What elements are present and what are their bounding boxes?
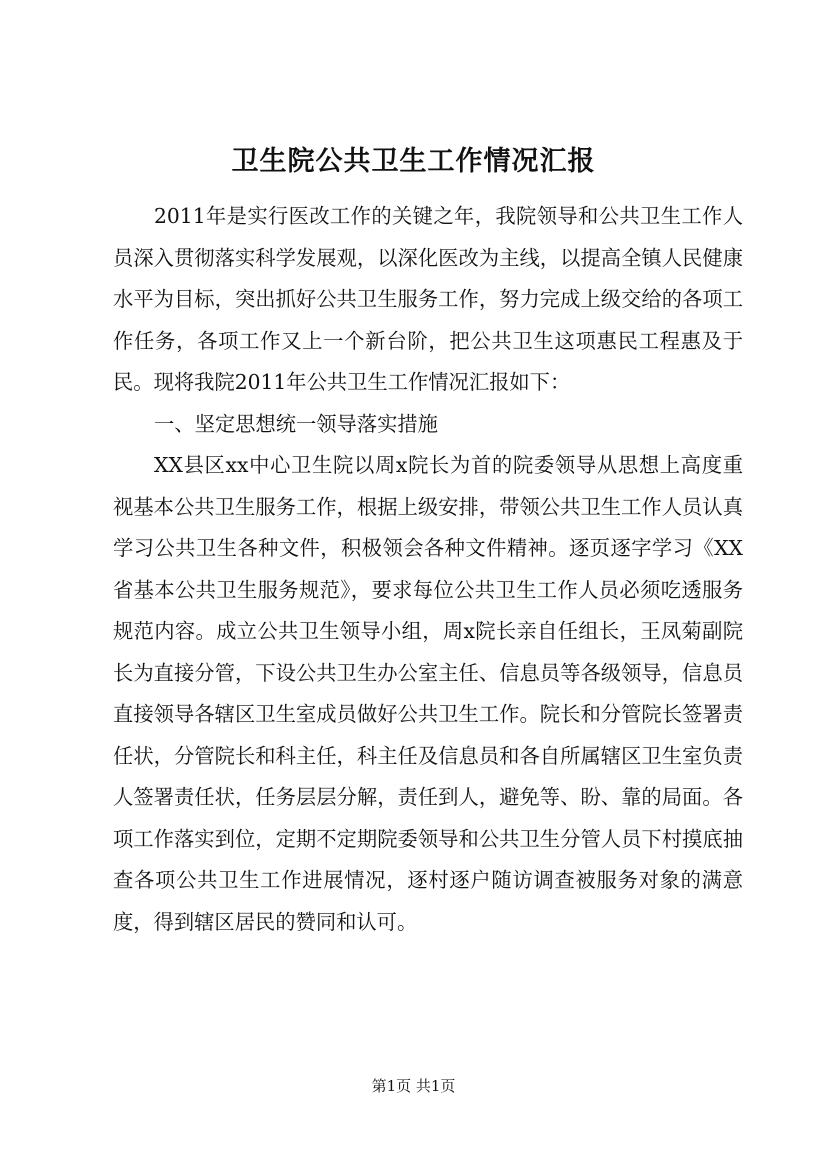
intro-paragraph: 2011年是实行医改工作的关键之年，我院领导和公共卫生工作人员深入贯彻落实科学发展观，以深化医改为主线，以提高全镇人民健康水平为目标，突出抓好公共卫生服务工作，努力完成上级交给的各项工作任务，各项工作又上一个新台阶，把公共卫生这项惠民工程惠及于民。现将我院2011年公共卫生工作情况汇报如下： [113,204,743,394]
page-number-footer: 第1页 共1页 [371,1077,456,1095]
section-heading: 一、坚定思想统一领导落实措施 [154,411,438,436]
document-body [113,196,743,943]
section-paragraph: XX县区xx中心卫生院以周x院长为首的院委领导从思想上高度重视基本公共卫生服务工作，根据上级安排，带领公共卫生工作人员认真学习公共卫生各种文件，积极领会各种文件精神。逐页逐字学习《XX省基本公共卫生服务规范》，要求每位公共卫生工作人员必须吃透服务规范内容。成立公共卫生领导小组，周x院长亲自任组长，王凤菊副院长为直接分管，下设公共卫生办公室主任、信息员等各级领导，信息员直接领导各辖区卫生室成员做好公共卫生工作。院长和分管院长签署责任状，分管院长和科主任，科主任及信息员和各自所属辖区卫生室负责人签署责任状，任务层层分解，责任到人，避免等、盼、靠的局面。各项工作落实到位，定期不定期院委领导和公共卫生分管人员下村摸底抽查各项公共卫生工作进展情况，逐村逐户随访调查被服务对象的满意度，得到辖区居民的赞同和认可。 [113,453,743,934]
document-title: 卫生院公共卫生工作情况汇报 [231,146,596,177]
